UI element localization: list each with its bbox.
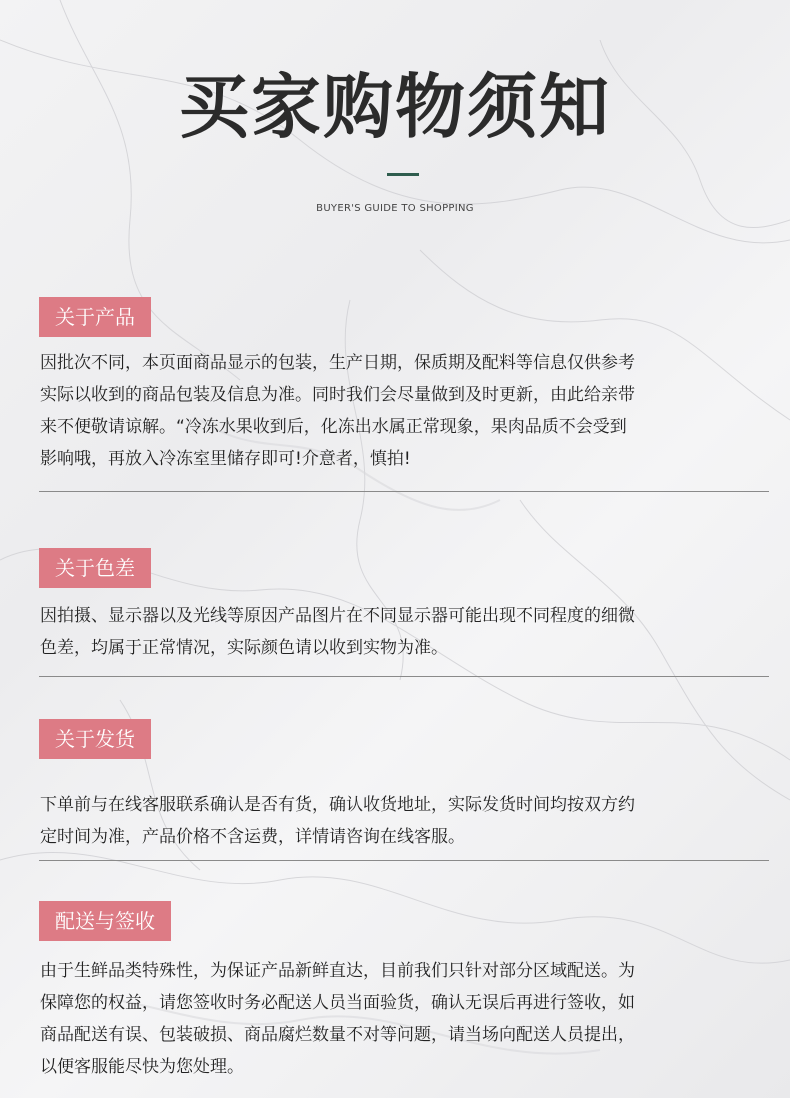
body-line: 影响哦，再放入冷冻室里储存即可!介意者，慎拍! — [40, 449, 411, 469]
body-line: 以便客服能尽快为您处理。 — [40, 1057, 244, 1077]
section-body — [40, 955, 760, 1083]
body-line: 定时间为准，产品价格不含运费，详情请咨询在线客服。 — [40, 827, 465, 847]
section-body — [40, 347, 760, 475]
page-title: 买家购物须知 — [179, 66, 611, 148]
body-line: 由于生鲜品类特殊性，为保证产品新鲜直达，目前我们只针对部分区域配送。为 — [40, 961, 635, 981]
section-divider — [39, 860, 769, 861]
section-body — [40, 600, 760, 664]
body-line: 因拍摄、显示器以及光线等原因产品图片在不同显示器可能出现不同程度的细微 — [40, 606, 635, 626]
body-line: 商品配送有误、包装破损、商品腐烂数量不对等问题，请当场向配送人员提出， — [40, 1025, 635, 1045]
body-line: 色差，均属于正常情况，实际颜色请以收到实物为准。 — [40, 638, 448, 658]
section-tag: 关于色差 — [39, 548, 151, 588]
body-line: 保障您的权益，请您签收时务必配送人员当面验货，确认无误后再进行签收，如 — [40, 993, 635, 1013]
section-divider — [39, 491, 769, 492]
section-body — [40, 789, 760, 853]
page-subtitle: BUYER'S GUIDE TO SHOPPING — [316, 203, 474, 214]
body-line: 实际以收到的商品包装及信息为准。同时我们会尽量做到及时更新，由此给亲带 — [40, 385, 635, 405]
section-tag: 关于发货 — [39, 719, 151, 759]
section-divider — [39, 676, 769, 677]
body-line: 来不便敬请谅解。“冷冻水果收到后，化冻出水属正常现象，果肉品质不会受到 — [40, 417, 627, 437]
body-line: 下单前与在线客服联系确认是否有货，确认收货地址，实际发货时间均按双方约 — [40, 795, 635, 815]
section-tag: 关于产品 — [39, 297, 151, 337]
body-line: 因批次不同，本页面商品显示的包装，生产日期，保质期及配料等信息仅供参考 — [40, 353, 635, 373]
section-tag: 配送与签收 — [39, 901, 171, 941]
title-accent-bar — [387, 173, 419, 176]
